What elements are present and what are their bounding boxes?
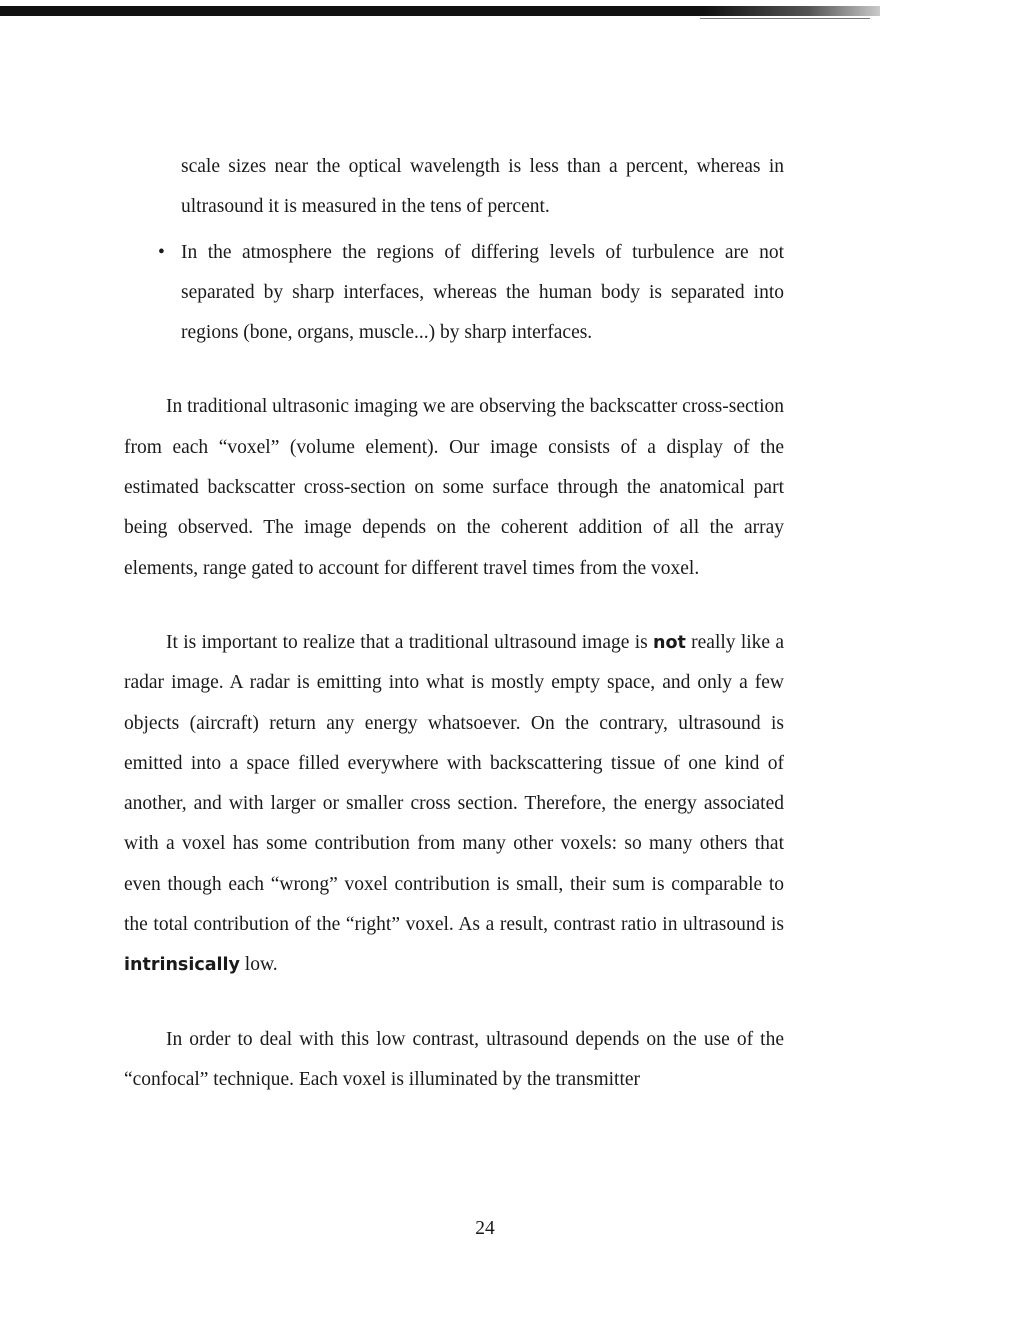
- paragraph-text: really like a radar image. A radar is emitting into what is mostly empty space, and only a few objects (aircraft) return any energy whatsoever. On the contrary, ultrasound is emitted into a space filled everywhere with backscattering tissue of one kind of another, and with larger or smaller cross section. Therefore, the energy associated with a voxel has some contribution from many other voxels: so many others that even though each “wrong” voxel contribution is small, their sum is comparable to the total contribution of the “right” voxel. As a result, contrast ratio in ultrasound is: [124, 631, 784, 936]
- top-scan-rule: [0, 6, 880, 16]
- top-scan-rule-thin: [700, 18, 870, 19]
- emphasis-not: not: [653, 632, 686, 653]
- bullet-text: In the atmosphere the regions of differing levels of turbulence are not separated by sharp interfaces, whereas the human body is separated into regions (bone, organs, muscle...) by sharp interfaces.: [181, 241, 784, 344]
- paragraph-text: It is important to realize that a traditional ultrasound image is: [166, 631, 653, 653]
- bullet-list-item: [124, 233, 784, 354]
- paragraph-radar-comparison: [124, 623, 784, 986]
- paragraph-confocal: In order to deal with this low contrast, ultrasound depends on the use of the “confocal” technique. Each voxel is illuminated by the transmitter: [124, 1028, 784, 1090]
- paragraph-voxel: In traditional ultrasonic imaging we are observing the backscatter cross-section from each “voxel” (volume element). Our image consists of a display of the estimated backscatter cross-section on some surface through the anatomical part being observed. The image depends on the coherent addition of all the array elements, range gated to account for different travel times from the voxel.: [124, 396, 784, 579]
- emphasis-intrinsically: intrinsically: [124, 955, 240, 976]
- paragraph-text: low.: [239, 954, 278, 976]
- bullet-icon: •: [158, 241, 165, 263]
- page-body: [124, 147, 784, 1100]
- paragraph-continued: scale sizes near the optical wavelength is less than a percent, whereas in ultrasound it is measured in the tens of percent.: [181, 156, 784, 218]
- page-number: 24: [475, 1218, 495, 1239]
